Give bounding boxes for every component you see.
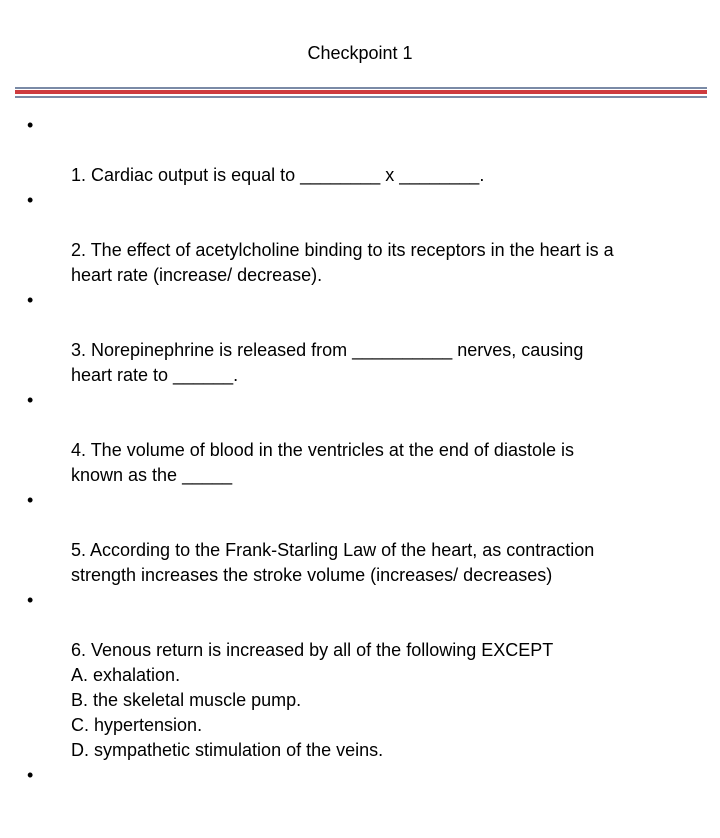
bullet-text: 4. The volume of blood in the ventricles at the end of diastole is known as the _____ bbox=[71, 440, 574, 485]
bullet-marker: • bbox=[27, 390, 34, 410]
bullet-text: 6. Venous return is increased by all of the following EXCEPT A. exhalation. B. the skeletal muscle pump. C. hypertension. D. sympathetic stimulation of the veins. bbox=[71, 640, 554, 760]
bullet-text: 1. Cardiac output is equal to ________ x ________. bbox=[71, 165, 485, 185]
bullet-text: 3. Norepinephrine is released from __________ nerves, causing heart rate to ______. bbox=[71, 340, 584, 385]
bullet-marker: • bbox=[27, 115, 34, 135]
bullet-marker: • bbox=[27, 590, 34, 610]
bullet-item bbox=[27, 188, 697, 288]
divider-line-blue-top bbox=[15, 87, 707, 89]
divider-line-red bbox=[15, 90, 707, 94]
bullet-item bbox=[27, 388, 697, 488]
bullet-marker: • bbox=[27, 490, 34, 510]
divider-line-blue-bottom bbox=[15, 96, 707, 98]
bullet-list bbox=[27, 113, 697, 838]
bullet-marker: • bbox=[27, 190, 34, 210]
bullet-text: 5. According to the Frank-Starling Law of the heart, as contraction strength increases the stroke volume (increases/ decreases) bbox=[71, 540, 595, 585]
bullet-item-empty bbox=[27, 763, 697, 838]
bullet-text: 2. The effect of acetylcholine binding to its receptors in the heart is a heart rate (increase/ decrease). bbox=[71, 240, 614, 285]
bullet-item bbox=[27, 113, 697, 188]
bullet-marker: • bbox=[27, 290, 34, 310]
slide-title: Checkpoint 1 bbox=[307, 43, 413, 63]
bullet-item bbox=[27, 588, 697, 763]
bullet-item bbox=[27, 488, 697, 588]
bullet-item bbox=[27, 288, 697, 388]
bullet-marker: • bbox=[27, 765, 34, 785]
